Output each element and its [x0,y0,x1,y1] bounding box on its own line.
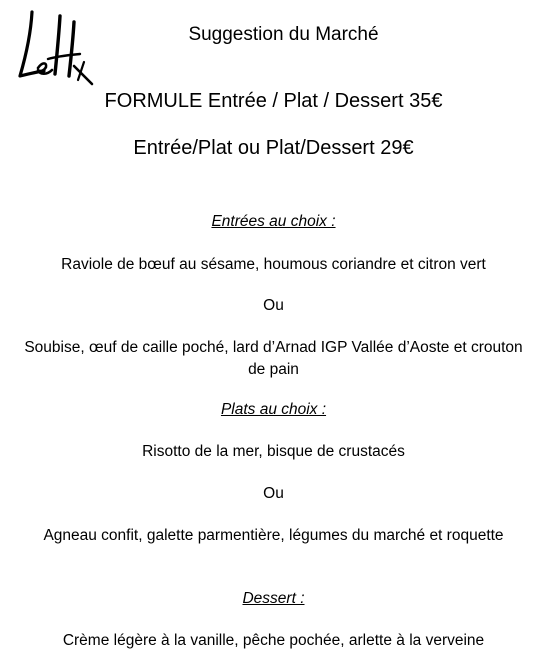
formula-full: FORMULE Entrée / Plat / Dessert 35€ [104,90,443,112]
plats-heading: Plats au choix : [220,401,327,418]
dessert-heading: Dessert : [242,590,305,607]
restaurant-logo [14,10,96,86]
menu-title: Suggestion du Marché [188,24,379,45]
formula-two-courses: Entrée/Plat ou Plat/Dessert 29€ [133,137,414,159]
dessert-item-1: Crème légère à la vanille, pêche pochée, arlette à la verveine [62,632,485,649]
entree-item-1: Raviole de bœuf au sésame, houmous coriandre et citron vert [61,256,486,273]
plat-item-1: Risotto de la mer, bisque de crustacés [142,443,405,460]
plat-item-2: Agneau confit, galette parmentière, légumes du marché et roquette [43,527,504,544]
entrees-heading: Entrées au choix : [211,213,336,230]
entree-or: Ou [263,297,284,314]
plat-or: Ou [263,485,284,502]
entree-item-2: Soubise, œuf de caille poché, lard d’Arnad IGP Vallée d’Aoste et crouton de pain [24,339,523,378]
